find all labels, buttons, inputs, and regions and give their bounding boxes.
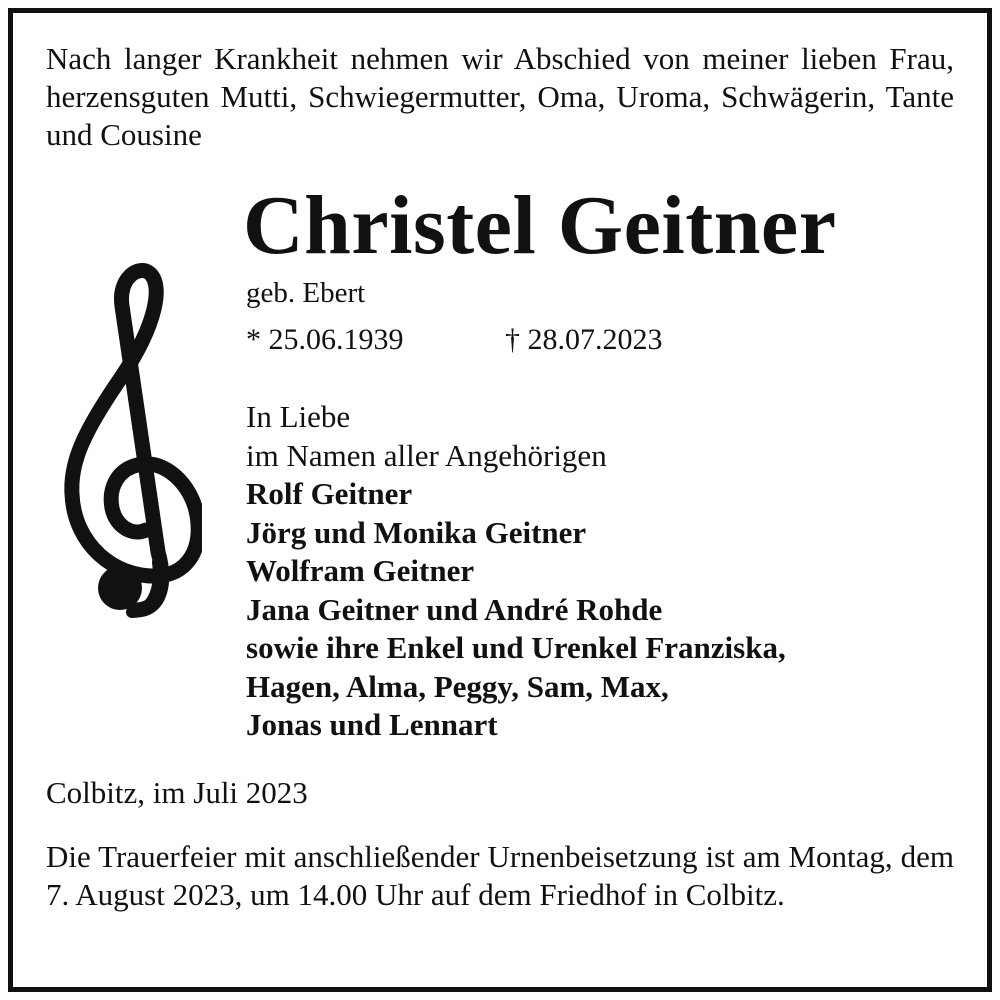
mourner-name: Wolfram Geitner	[246, 553, 475, 588]
mourner-name: Hagen, Alma, Peggy, Sam, Max,	[246, 668, 669, 704]
ceremony-info: Die Trauerfeier mit anschließender Urnenbeisetzung ist am Montag, dem 7. August 2023, um 14.00 Uhr auf dem Friedhof in Colbitz.	[46, 839, 954, 912]
intro-text: Nach langer Krankheit nehmen wir Abschied von meiner lieben Frau, herzensguten Mutti, Schwiegermutter, Oma, Uroma, Schwägerin, Tante und Cousine	[46, 41, 954, 152]
mourner-name: Jörg und Monika Geitner	[246, 514, 587, 550]
closing-line: In Liebe	[246, 399, 351, 434]
signature-block	[246, 398, 786, 745]
maiden-name: geb. Ebert	[246, 277, 366, 309]
mourner-name: Jonas und Lennart	[246, 707, 498, 742]
mourner-name: Jana Geitner und André Rohde	[246, 591, 663, 627]
closing-line: im Namen aller Angehörigen	[246, 437, 607, 473]
death-date: † 28.07.2023	[505, 323, 663, 356]
deceased-name: Christel Geitner	[243, 179, 837, 272]
treble-clef-icon	[62, 262, 202, 622]
place-and-date: Colbitz, im Juli 2023	[46, 775, 308, 810]
life-dates	[246, 321, 663, 359]
mourner-name: Rolf Geitner	[246, 476, 413, 511]
birth-date: * 25.06.1939	[246, 323, 404, 356]
mourner-name: sowie ihre Enkel und Urenkel Franziska,	[246, 630, 786, 665]
